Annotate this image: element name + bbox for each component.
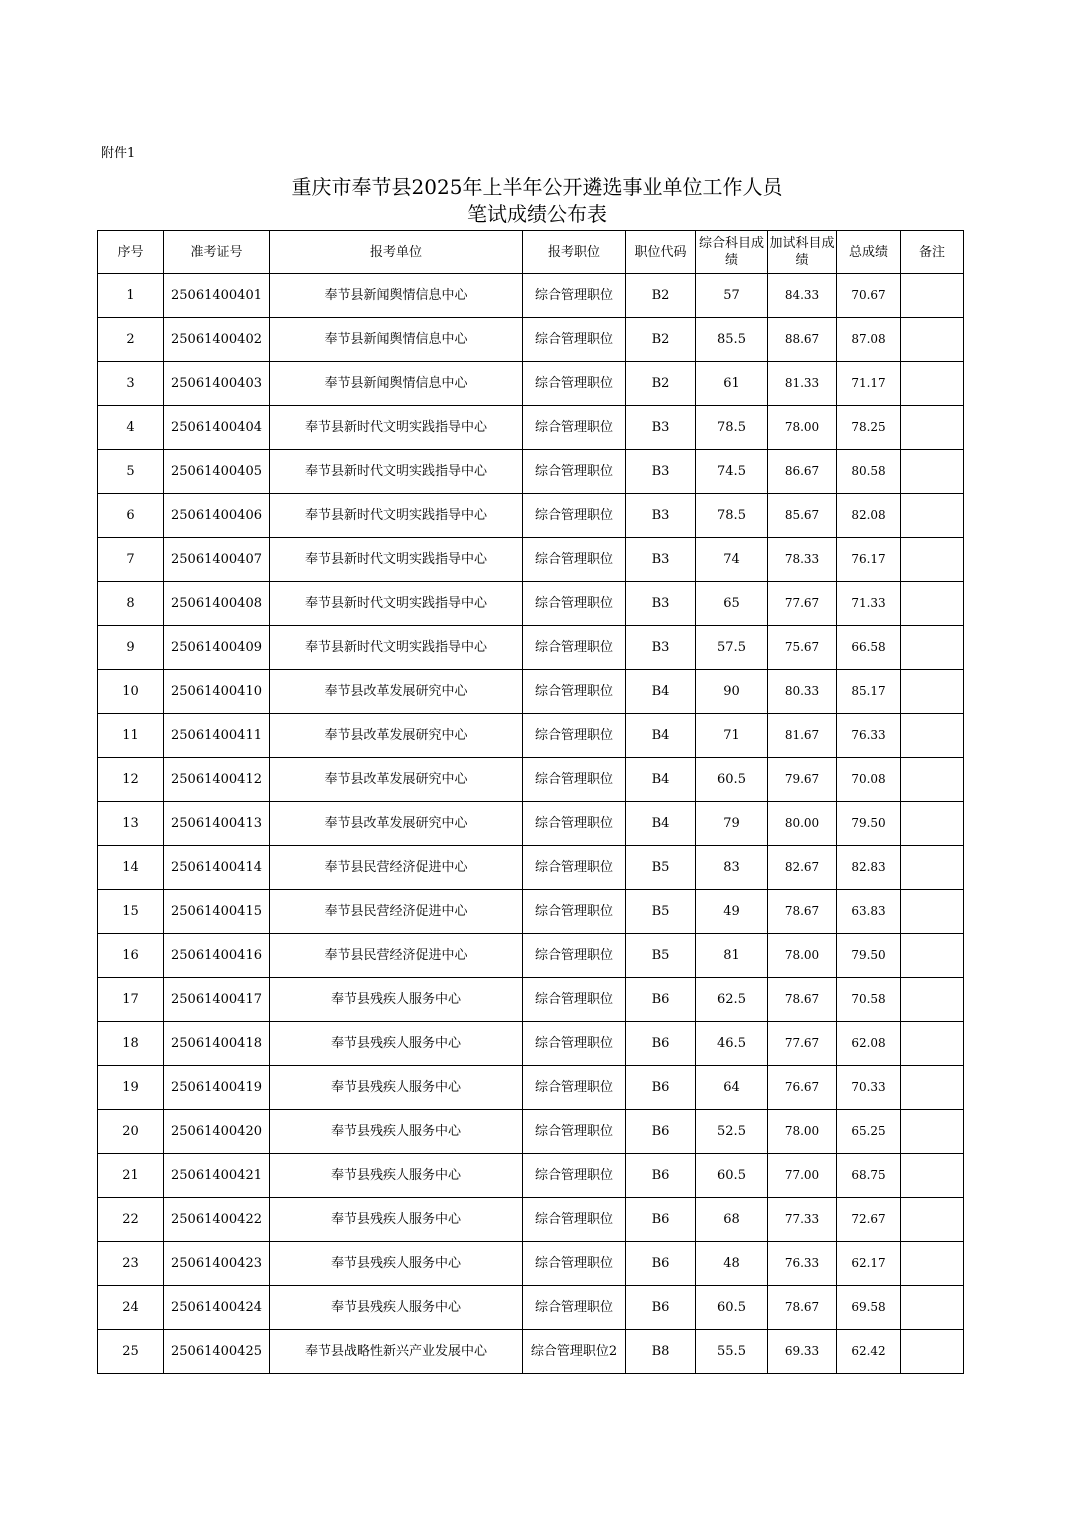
table-row [98, 1154, 964, 1198]
cell-subject-b: 78.00 [768, 1110, 837, 1154]
table-row [98, 1242, 964, 1286]
cell-code: B2 [626, 318, 696, 362]
header-code: 职位代码 [626, 231, 696, 274]
cell-position: 综合管理职位 [523, 1110, 626, 1154]
cell-unit: 奉节县改革发展研究中心 [270, 802, 523, 846]
table-row [98, 582, 964, 626]
cell-total: 78.25 [837, 406, 901, 450]
cell-subject-a: 78.5 [696, 494, 768, 538]
cell-seq: 4 [98, 406, 164, 450]
cell-ticket: 25061400402 [164, 318, 270, 362]
cell-subject-a: 90 [696, 670, 768, 714]
cell-seq: 19 [98, 1066, 164, 1110]
cell-note [901, 582, 964, 626]
cell-unit: 奉节县残疾人服务中心 [270, 1110, 523, 1154]
cell-seq: 11 [98, 714, 164, 758]
cell-total: 62.42 [837, 1330, 901, 1374]
cell-seq: 22 [98, 1198, 164, 1242]
cell-subject-b: 77.67 [768, 582, 837, 626]
cell-total: 68.75 [837, 1154, 901, 1198]
cell-subject-a: 52.5 [696, 1110, 768, 1154]
cell-subject-a: 74 [696, 538, 768, 582]
cell-seq: 2 [98, 318, 164, 362]
cell-subject-a: 78.5 [696, 406, 768, 450]
cell-position: 综合管理职位 [523, 1286, 626, 1330]
cell-position: 综合管理职位 [523, 1066, 626, 1110]
cell-unit: 奉节县残疾人服务中心 [270, 1066, 523, 1110]
cell-total: 80.58 [837, 450, 901, 494]
cell-note [901, 274, 964, 318]
cell-seq: 25 [98, 1330, 164, 1374]
cell-seq: 13 [98, 802, 164, 846]
cell-unit: 奉节县残疾人服务中心 [270, 1154, 523, 1198]
cell-note [901, 494, 964, 538]
cell-unit: 奉节县新闻舆情信息中心 [270, 274, 523, 318]
cell-total: 63.83 [837, 890, 901, 934]
cell-subject-a: 68 [696, 1198, 768, 1242]
cell-unit: 奉节县改革发展研究中心 [270, 714, 523, 758]
cell-ticket: 25061400403 [164, 362, 270, 406]
cell-total: 70.67 [837, 274, 901, 318]
cell-total: 76.17 [837, 538, 901, 582]
cell-note [901, 626, 964, 670]
cell-total: 66.58 [837, 626, 901, 670]
cell-total: 71.33 [837, 582, 901, 626]
table-row [98, 1330, 964, 1374]
cell-note [901, 318, 964, 362]
cell-subject-b: 78.00 [768, 406, 837, 450]
cell-seq: 8 [98, 582, 164, 626]
header-total: 总成绩 [837, 231, 901, 274]
cell-code: B6 [626, 1022, 696, 1066]
table-row [98, 670, 964, 714]
cell-subject-a: 61 [696, 362, 768, 406]
cell-position: 综合管理职位 [523, 626, 626, 670]
cell-total: 79.50 [837, 802, 901, 846]
cell-total: 71.17 [837, 362, 901, 406]
cell-note [901, 450, 964, 494]
cell-subject-b: 69.33 [768, 1330, 837, 1374]
cell-seq: 5 [98, 450, 164, 494]
cell-ticket: 25061400411 [164, 714, 270, 758]
cell-total: 69.58 [837, 1286, 901, 1330]
cell-position: 综合管理职位 [523, 1242, 626, 1286]
cell-unit: 奉节县新时代文明实践指导中心 [270, 582, 523, 626]
cell-unit: 奉节县残疾人服务中心 [270, 1286, 523, 1330]
document-title: 重庆市奉节县2025年上半年公开遴选事业单位工作人员 [291, 175, 783, 199]
cell-subject-b: 75.67 [768, 626, 837, 670]
table-row [98, 934, 964, 978]
cell-position: 综合管理职位 [523, 1154, 626, 1198]
cell-ticket: 25061400404 [164, 406, 270, 450]
cell-subject-a: 48 [696, 1242, 768, 1286]
cell-unit: 奉节县新闻舆情信息中心 [270, 362, 523, 406]
cell-ticket: 25061400423 [164, 1242, 270, 1286]
cell-unit: 奉节县残疾人服务中心 [270, 978, 523, 1022]
cell-total: 79.50 [837, 934, 901, 978]
cell-total: 72.67 [837, 1198, 901, 1242]
cell-position: 综合管理职位 [523, 274, 626, 318]
cell-subject-a: 60.5 [696, 1154, 768, 1198]
cell-subject-a: 81 [696, 934, 768, 978]
table-row [98, 1022, 964, 1066]
cell-code: B2 [626, 274, 696, 318]
cell-subject-a: 60.5 [696, 1286, 768, 1330]
table-row [98, 714, 964, 758]
cell-note [901, 846, 964, 890]
cell-code: B3 [626, 626, 696, 670]
cell-subject-b: 78.67 [768, 1286, 837, 1330]
cell-subject-b: 85.67 [768, 494, 837, 538]
cell-code: B6 [626, 1066, 696, 1110]
cell-ticket: 25061400414 [164, 846, 270, 890]
cell-ticket: 25061400422 [164, 1198, 270, 1242]
cell-subject-b: 80.33 [768, 670, 837, 714]
cell-code: B5 [626, 846, 696, 890]
cell-total: 82.83 [837, 846, 901, 890]
cell-unit: 奉节县改革发展研究中心 [270, 758, 523, 802]
cell-position: 综合管理职位 [523, 362, 626, 406]
cell-note [901, 890, 964, 934]
cell-subject-a: 64 [696, 1066, 768, 1110]
table-row [98, 626, 964, 670]
cell-seq: 10 [98, 670, 164, 714]
table-row [98, 406, 964, 450]
cell-seq: 15 [98, 890, 164, 934]
cell-unit: 奉节县民营经济促进中心 [270, 934, 523, 978]
cell-position: 综合管理职位 [523, 494, 626, 538]
cell-seq: 16 [98, 934, 164, 978]
cell-seq: 24 [98, 1286, 164, 1330]
table-row [98, 494, 964, 538]
cell-seq: 21 [98, 1154, 164, 1198]
cell-ticket: 25061400405 [164, 450, 270, 494]
cell-ticket: 25061400408 [164, 582, 270, 626]
cell-subject-b: 78.00 [768, 934, 837, 978]
cell-ticket: 25061400409 [164, 626, 270, 670]
cell-total: 70.08 [837, 758, 901, 802]
header-note: 备注 [901, 231, 964, 274]
table-row [98, 318, 964, 362]
cell-total: 85.17 [837, 670, 901, 714]
cell-subject-b: 77.00 [768, 1154, 837, 1198]
table-row [98, 802, 964, 846]
cell-code: B4 [626, 714, 696, 758]
cell-position: 综合管理职位 [523, 802, 626, 846]
cell-subject-b: 76.33 [768, 1242, 837, 1286]
score-rows [98, 274, 964, 1374]
cell-seq: 14 [98, 846, 164, 890]
cell-subject-a: 83 [696, 846, 768, 890]
cell-ticket: 25061400425 [164, 1330, 270, 1374]
cell-subject-b: 78.67 [768, 890, 837, 934]
cell-subject-b: 78.67 [768, 978, 837, 1022]
cell-position: 综合管理职位2 [523, 1330, 626, 1374]
cell-code: B6 [626, 1286, 696, 1330]
cell-seq: 20 [98, 1110, 164, 1154]
cell-note [901, 362, 964, 406]
cell-total: 62.17 [837, 1242, 901, 1286]
cell-subject-b: 80.00 [768, 802, 837, 846]
cell-position: 综合管理职位 [523, 714, 626, 758]
cell-seq: 3 [98, 362, 164, 406]
cell-code: B4 [626, 758, 696, 802]
cell-position: 综合管理职位 [523, 450, 626, 494]
table-row [98, 1198, 964, 1242]
cell-position: 综合管理职位 [523, 846, 626, 890]
cell-unit: 奉节县民营经济促进中心 [270, 890, 523, 934]
cell-subject-b: 81.33 [768, 362, 837, 406]
cell-subject-b: 84.33 [768, 274, 837, 318]
cell-seq: 9 [98, 626, 164, 670]
cell-code: B3 [626, 582, 696, 626]
cell-note [901, 714, 964, 758]
cell-unit: 奉节县新时代文明实践指导中心 [270, 494, 523, 538]
cell-unit: 奉节县新闻舆情信息中心 [270, 318, 523, 362]
cell-unit: 奉节县民营经济促进中心 [270, 846, 523, 890]
cell-total: 65.25 [837, 1110, 901, 1154]
table-row [98, 1286, 964, 1330]
cell-subject-a: 62.5 [696, 978, 768, 1022]
cell-seq: 1 [98, 274, 164, 318]
header-seq: 序号 [98, 231, 164, 274]
cell-note [901, 758, 964, 802]
cell-subject-a: 79 [696, 802, 768, 846]
cell-ticket: 25061400412 [164, 758, 270, 802]
table-row [98, 1066, 964, 1110]
cell-position: 综合管理职位 [523, 758, 626, 802]
cell-unit: 奉节县残疾人服务中心 [270, 1242, 523, 1286]
cell-subject-b: 79.67 [768, 758, 837, 802]
cell-code: B8 [626, 1330, 696, 1374]
cell-code: B3 [626, 494, 696, 538]
cell-unit: 奉节县改革发展研究中心 [270, 670, 523, 714]
cell-note [901, 1066, 964, 1110]
cell-subject-a: 46.5 [696, 1022, 768, 1066]
cell-note [901, 1022, 964, 1066]
header-subject-a: 综合科目成绩 [696, 231, 768, 274]
cell-seq: 18 [98, 1022, 164, 1066]
cell-position: 综合管理职位 [523, 1022, 626, 1066]
cell-subject-b: 82.67 [768, 846, 837, 890]
cell-subject-a: 60.5 [696, 758, 768, 802]
cell-code: B5 [626, 890, 696, 934]
cell-seq: 23 [98, 1242, 164, 1286]
cell-note [901, 538, 964, 582]
cell-ticket: 25061400419 [164, 1066, 270, 1110]
cell-subject-a: 65 [696, 582, 768, 626]
cell-note [901, 978, 964, 1022]
cell-subject-a: 57.5 [696, 626, 768, 670]
cell-unit: 奉节县新时代文明实践指导中心 [270, 626, 523, 670]
cell-subject-a: 71 [696, 714, 768, 758]
table-row [98, 274, 964, 318]
cell-unit: 奉节县新时代文明实践指导中心 [270, 538, 523, 582]
document-subtitle: 笔试成绩公布表 [467, 202, 607, 226]
cell-unit: 奉节县残疾人服务中心 [270, 1022, 523, 1066]
table-row [98, 978, 964, 1022]
cell-position: 综合管理职位 [523, 1198, 626, 1242]
cell-subject-b: 77.67 [768, 1022, 837, 1066]
cell-ticket: 25061400421 [164, 1154, 270, 1198]
cell-note [901, 1242, 964, 1286]
cell-position: 综合管理职位 [523, 890, 626, 934]
cell-code: B6 [626, 1110, 696, 1154]
cell-unit: 奉节县残疾人服务中心 [270, 1198, 523, 1242]
cell-code: B2 [626, 362, 696, 406]
cell-position: 综合管理职位 [523, 978, 626, 1022]
table-row [98, 758, 964, 802]
cell-position: 综合管理职位 [523, 538, 626, 582]
header-ticket: 准考证号 [164, 231, 270, 274]
cell-ticket: 25061400407 [164, 538, 270, 582]
cell-ticket: 25061400406 [164, 494, 270, 538]
cell-total: 62.08 [837, 1022, 901, 1066]
header-unit: 报考单位 [270, 231, 523, 274]
cell-note [901, 1330, 964, 1374]
cell-note [901, 802, 964, 846]
cell-seq: 12 [98, 758, 164, 802]
cell-code: B4 [626, 802, 696, 846]
table-row [98, 362, 964, 406]
cell-total: 70.33 [837, 1066, 901, 1110]
cell-code: B5 [626, 934, 696, 978]
cell-ticket: 25061400416 [164, 934, 270, 978]
cell-note [901, 1110, 964, 1154]
cell-total: 76.33 [837, 714, 901, 758]
cell-unit: 奉节县战略性新兴产业发展中心 [270, 1330, 523, 1374]
cell-position: 综合管理职位 [523, 582, 626, 626]
cell-subject-a: 49 [696, 890, 768, 934]
scores-table [97, 230, 964, 1374]
header-subject-b: 加试科目成绩 [768, 231, 837, 274]
cell-ticket: 25061400417 [164, 978, 270, 1022]
cell-ticket: 25061400410 [164, 670, 270, 714]
cell-ticket: 25061400418 [164, 1022, 270, 1066]
cell-subject-a: 85.5 [696, 318, 768, 362]
cell-subject-b: 88.67 [768, 318, 837, 362]
cell-code: B4 [626, 670, 696, 714]
table-row [98, 890, 964, 934]
cell-note [901, 1154, 964, 1198]
cell-code: B3 [626, 450, 696, 494]
cell-code: B6 [626, 978, 696, 1022]
cell-position: 综合管理职位 [523, 406, 626, 450]
cell-ticket: 25061400424 [164, 1286, 270, 1330]
cell-note [901, 1198, 964, 1242]
cell-subject-a: 55.5 [696, 1330, 768, 1374]
cell-position: 综合管理职位 [523, 318, 626, 362]
cell-ticket: 25061400415 [164, 890, 270, 934]
cell-total: 70.58 [837, 978, 901, 1022]
cell-subject-a: 74.5 [696, 450, 768, 494]
cell-code: B6 [626, 1242, 696, 1286]
cell-code: B3 [626, 538, 696, 582]
cell-subject-b: 81.67 [768, 714, 837, 758]
cell-note [901, 934, 964, 978]
cell-unit: 奉节县新时代文明实践指导中心 [270, 406, 523, 450]
cell-subject-b: 76.67 [768, 1066, 837, 1110]
cell-total: 82.08 [837, 494, 901, 538]
header-position: 报考职位 [523, 231, 626, 274]
cell-seq: 6 [98, 494, 164, 538]
cell-subject-b: 78.33 [768, 538, 837, 582]
attachment-label: 附件1 [101, 146, 136, 161]
cell-note [901, 1286, 964, 1330]
cell-subject-a: 57 [696, 274, 768, 318]
cell-code: B3 [626, 406, 696, 450]
table-row [98, 538, 964, 582]
table-row [98, 1110, 964, 1154]
header-row [98, 231, 964, 274]
cell-total: 87.08 [837, 318, 901, 362]
cell-subject-b: 77.33 [768, 1198, 837, 1242]
cell-unit: 奉节县新时代文明实践指导中心 [270, 450, 523, 494]
cell-ticket: 25061400401 [164, 274, 270, 318]
cell-note [901, 670, 964, 714]
cell-position: 综合管理职位 [523, 934, 626, 978]
cell-position: 综合管理职位 [523, 670, 626, 714]
cell-seq: 7 [98, 538, 164, 582]
cell-code: B6 [626, 1154, 696, 1198]
cell-subject-b: 86.67 [768, 450, 837, 494]
cell-ticket: 25061400413 [164, 802, 270, 846]
cell-note [901, 406, 964, 450]
cell-code: B6 [626, 1198, 696, 1242]
cell-seq: 17 [98, 978, 164, 1022]
table-row [98, 846, 964, 890]
table-row [98, 450, 964, 494]
cell-ticket: 25061400420 [164, 1110, 270, 1154]
